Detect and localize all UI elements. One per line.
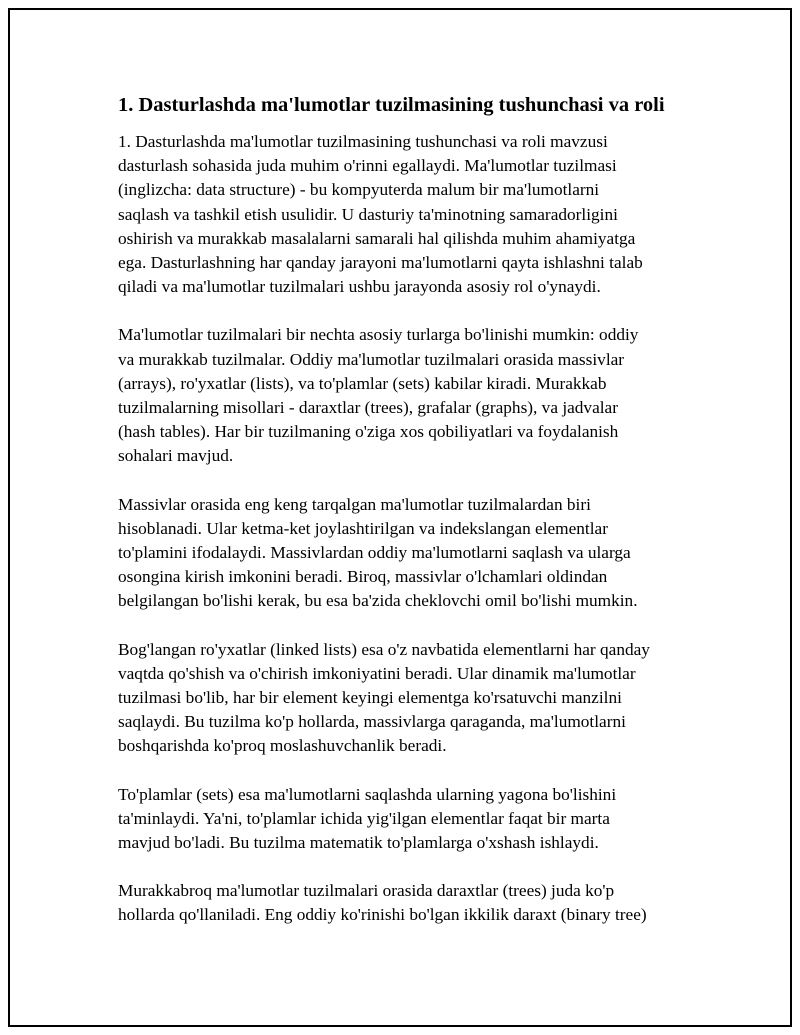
text-line: hollarda qo'llaniladi. Eng oddiy ko'rinishi bo'lgan ikkilik daraxt (binary tree) [118, 905, 647, 925]
text-line: vaqtda qo'shish va o'chirish imkoniyatini beradi. Ular dinamik ma'lumotlar [118, 663, 636, 683]
text-line: Bog'langan ro'yxatlar (linked lists) esa o'z navbatida elementlarni har qanday [118, 639, 650, 659]
text-line: qiladi va ma'lumotlar tuzilmalari ushbu jarayonda asosiy rol o'ynaydi. [118, 277, 601, 297]
text-line: (inglizcha: data structure) - bu kompyuterda malum bir ma'lumotlarni [118, 180, 600, 200]
text-line: Ma'lumotlar tuzilmalari bir nechta asosiy turlarga bo'linishi mumkin: oddiy [118, 325, 639, 345]
text-line: To'plamlar (sets) esa ma'lumotlarni saqlashda ularning yagona bo'lishini [118, 784, 617, 804]
paragraph-trees [118, 879, 693, 927]
text-line: boshqarishda ko'proq moslashuvchanlik beradi. [118, 736, 447, 756]
text-line: 1. Dasturlashda ma'lumotlar tuzilmasining tushunchasi va roli mavzusi [118, 132, 608, 151]
paragraph-types [118, 323, 693, 468]
text-line: belgilangan bo'lishi kerak, bu esa ba'zida cheklovchi omil bo'lishi mumkin. [118, 591, 638, 611]
text-line: sohalari mavjud. [118, 446, 234, 466]
text-line: osongina kirish imkonini beradi. Biroq, massivlar o'lchamlari oldindan [118, 567, 608, 587]
paragraph-linked-lists [118, 638, 693, 759]
text-line: dasturlash sohasida juda muhim o'rinni egallaydi. Ma'lumotlar tuzilmasi [118, 156, 617, 176]
text-line: hisoblanadi. Ular ketma-ket joylashtirilgan va indekslangan elementlar [118, 518, 608, 538]
paragraph-arrays [118, 493, 693, 614]
text-line: ega. Dasturlashning har qanday jarayoni ma'lumotlarni qayta ishlashni talab [118, 253, 643, 273]
text-line: mavjud bo'ladi. Bu tuzilma matematik to'plamlarga o'xshash ishlaydi. [118, 833, 599, 853]
text-line: va murakkab tuzilmalar. Oddiy ma'lumotlar tuzilmalari orasida massivlar [118, 349, 625, 369]
paragraph-sets [118, 783, 693, 856]
text-line: saqlash va tashkil etish usulidir. U dasturiy ta'minotning samaradorligini [118, 204, 618, 224]
text-line: tuzilmalarning misollari - daraxtlar (trees), grafalar (graphs), va jadvalar [118, 398, 618, 418]
text-line: (hash tables). Har bir tuzilmaning o'ziga xos qobiliyatlari va foydalanish [118, 422, 619, 442]
text-line: Murakkabroq ma'lumotlar tuzilmalari orasida daraxtlar (trees) juda ko'p [118, 881, 615, 901]
text-line: oshirish va murakkab masalalarni samarali hal qilishda muhim ahamiyatga [118, 228, 636, 248]
text-line: (arrays), ro'yxatlar (lists), va to'plamlar (sets) kabilar kiradi. Murakkab [118, 373, 607, 393]
text-line: ta'minlaydi. Ya'ni, to'plamlar ichida yig'ilgan elementlar faqat bir marta [118, 808, 610, 828]
text-line: to'plamini ifodalaydi. Massivlardan oddiy ma'lumotlarni saqlash va ularga [118, 543, 631, 563]
paragraph-intro [118, 130, 693, 299]
text-line: tuzilmasi bo'lib, har bir element keyingi elementga ko'rsatuvchi manzilni [118, 688, 622, 708]
text-line: Massivlar orasida eng keng tarqalgan ma'lumotlar tuzilmalardan biri [118, 494, 591, 514]
text-line: saqlaydi. Bu tuzilma ko'p hollarda, massivlarga qaraganda, ma'lumotlarni [118, 712, 626, 732]
document-title: 1. Dasturlashda ma'lumotlar tuzilmasining tushunchasi va roli [118, 94, 665, 116]
document-body [118, 92, 693, 952]
